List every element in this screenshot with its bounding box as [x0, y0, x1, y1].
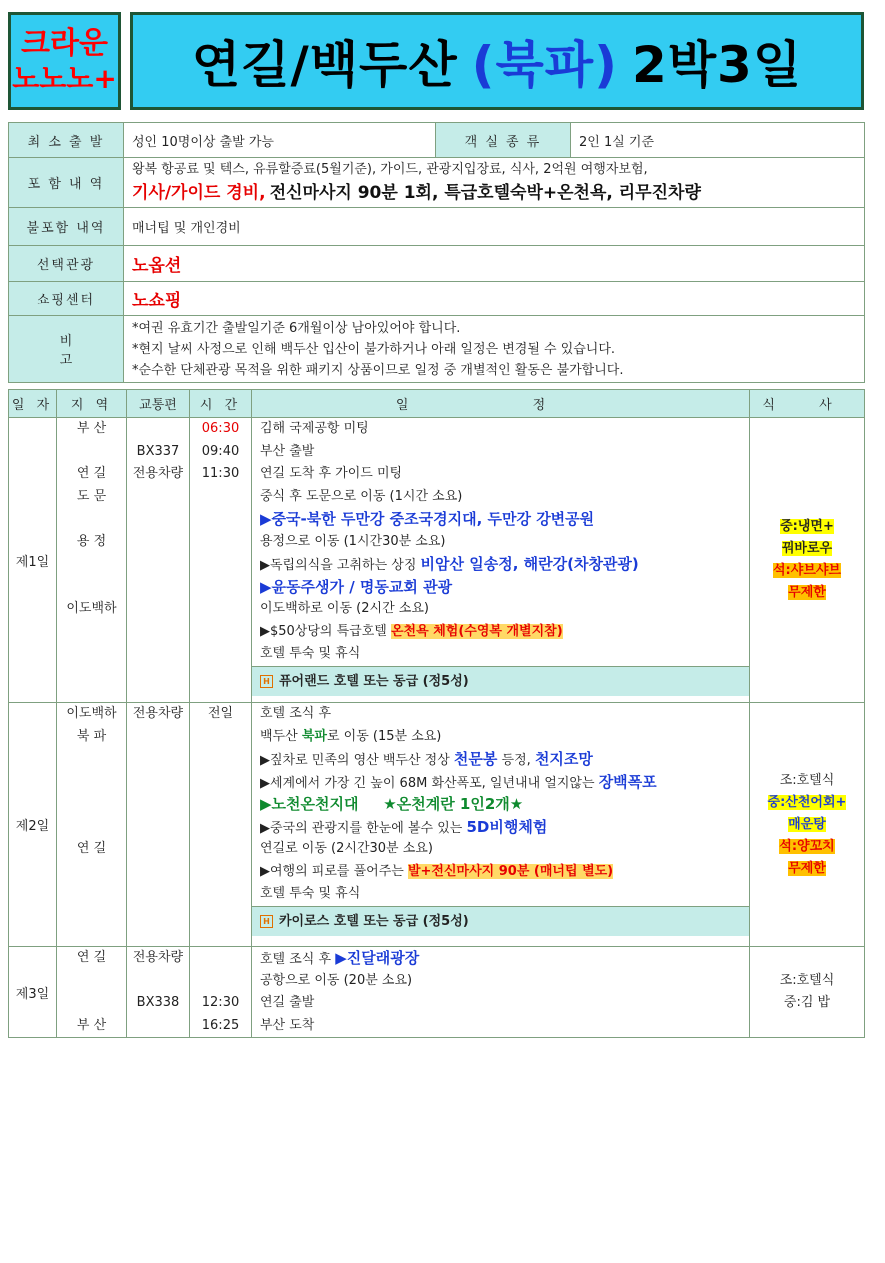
region	[57, 992, 126, 1015]
day2-meals	[750, 703, 865, 947]
hotel-name: 퓨어랜드 호텔 또는 동급 (정5성)	[279, 673, 469, 689]
plan-line: 부산 출발	[260, 443, 315, 459]
plan-highlight: ▶진달래광장	[335, 949, 420, 967]
plan-line: 연길 출발	[260, 995, 315, 1010]
included-driver-guide-fee: 기사/가이드 경비,	[132, 182, 266, 203]
plan-line: 이도백하로 이동 (2시간 소요)	[260, 601, 429, 616]
plan-line	[252, 861, 749, 884]
region	[57, 576, 126, 599]
day3-plan	[252, 947, 750, 1038]
day2-transport	[127, 703, 190, 947]
title-main: 연길/백두산	[191, 36, 458, 94]
region: 용 정	[76, 533, 107, 549]
shopping-value: 노쇼핑	[124, 282, 865, 316]
hotel-icon: H	[260, 675, 273, 688]
plan-line: 호텔 투숙 및 휴식	[260, 886, 361, 901]
transport: 전용차량	[132, 706, 184, 721]
day1-plan	[252, 418, 750, 703]
plan-line	[252, 947, 749, 970]
day2-times	[190, 703, 252, 947]
plan-text: 백두산	[260, 728, 298, 744]
plan-line-highlight: ▶윤동주생가 / 명동교회 관광	[260, 577, 453, 596]
region	[57, 553, 126, 576]
plan-highlight: 비암산 일송정, 해란강(차창관광)	[420, 555, 639, 573]
plan-highlight: 장백폭포	[598, 772, 657, 791]
plan-line	[252, 816, 749, 839]
plan-highlight: 5D비행체험	[466, 817, 548, 836]
plan-text: 등정,	[501, 753, 531, 768]
day3-meals	[750, 947, 865, 1038]
meal: 중:산천어회+	[767, 794, 847, 810]
plan-line: 김해 국제공항 미팅	[260, 421, 369, 436]
remark-3: *순수한 단체관광 목적을 위한 패키지 상품이므로 일정 중 개별적인 활동은 불가합니다.	[132, 362, 624, 378]
meal: 조:호텔식	[779, 973, 835, 988]
col-region-header: 지 역	[57, 390, 127, 418]
plan-text: ▶여행의 피로를 풀어주는	[260, 863, 404, 879]
meal: 석:샤브샤브	[773, 563, 841, 578]
region: 연 길	[76, 841, 107, 856]
day3-regions	[57, 947, 127, 1038]
plan-text: ▶중국의 관광지를 한눈에 볼수 있는	[260, 820, 463, 836]
region	[57, 508, 126, 531]
plan-line	[252, 553, 749, 576]
included-line1: 왕복 항공료 및 텍스, 유류할증료(5월기준), 가이드, 관광지입장료, 식사, 2억원 여행자보험,	[132, 161, 648, 177]
plan-line: 연길 도착 후 가이드 미팅	[260, 466, 403, 481]
meal: 중:냉면+	[780, 519, 834, 534]
excluded-value: 매너팁 및 개인경비	[124, 208, 865, 246]
included-extras: 전신마사지 90분 1회, 특급호텔숙박+온천욕, 리무진차량	[269, 182, 701, 203]
region	[57, 771, 126, 794]
included-line2	[132, 181, 856, 207]
plan-highlight: 발+전신마사지 90분 (매너팁 별도)	[407, 863, 614, 879]
region: 부 산	[76, 421, 107, 436]
plan-text: 로 이동 (15분 소요)	[326, 728, 442, 744]
meal: 석:양꼬치	[779, 838, 835, 854]
plan-line	[252, 793, 749, 816]
plan-line	[252, 621, 749, 644]
time: 09:40	[201, 443, 240, 459]
time: 12:30	[201, 995, 240, 1010]
day2-plan	[252, 703, 750, 947]
plan-line: 용정으로 이동 (1시간30분 소요)	[260, 533, 446, 549]
min-departure-value: 성인 10명이상 출발 가능	[124, 123, 436, 158]
remark-1: *여권 유효기간 출발일기준 6개월이상 남아있어야 합니다.	[132, 320, 461, 336]
day2-label: 제2일	[9, 703, 57, 947]
plan-line: 호텔 투숙 및 휴식	[260, 646, 361, 661]
remarks-value	[124, 316, 865, 383]
plan-text: ▶$50상당의 특급호텔	[260, 623, 387, 639]
meal: 꿔바로우	[781, 541, 833, 556]
plan-line: 호텔 조식 후	[260, 706, 332, 721]
plan-highlight: ★온천계란 1인2개★	[383, 795, 524, 813]
excluded-label: 불포함 내역	[9, 208, 124, 246]
transport: BX338	[136, 995, 180, 1010]
region: 북 파	[76, 728, 107, 744]
plan-line-highlight: ▶중국-북한 두만강 중조국경지대, 두만강 강변공원	[260, 510, 595, 528]
region: 부 산	[76, 1017, 107, 1033]
min-departure-label: 최 소 출 발	[9, 123, 124, 158]
time	[190, 970, 251, 993]
time: 16:25	[201, 1017, 240, 1033]
plan-highlight: 천지조망	[534, 750, 593, 768]
plan-text: ▶짚차로 민족의 영산 백두산 정상	[260, 753, 450, 768]
col-plan-header: 일 정	[252, 390, 750, 418]
meal: 중:김 밥	[783, 995, 831, 1010]
day1-meals	[750, 418, 865, 703]
day1-label: 제1일	[9, 418, 57, 703]
meal: 무제한	[788, 585, 826, 600]
itinerary-table	[8, 389, 865, 1038]
transport	[127, 970, 189, 993]
plan-line: 공항으로 이동 (20분 소요)	[260, 972, 413, 988]
transport: 전용차량	[132, 466, 184, 481]
day3-times	[190, 947, 252, 1038]
plan-highlight: 북파	[301, 728, 327, 744]
region	[57, 970, 126, 993]
transport	[127, 418, 189, 441]
meal: 조:호텔식	[779, 772, 835, 788]
remark-2: *현지 날씨 사정으로 인해 백두산 입산이 불가하거나 아래 일정은 변경될 수 있습니다.	[132, 341, 616, 357]
col-time-header: 시 간	[190, 390, 252, 418]
day2-regions	[57, 703, 127, 947]
col-meal-header: 식 사	[750, 390, 865, 418]
region: 연 길	[76, 950, 107, 965]
day1-regions	[57, 418, 127, 703]
plan-line: 부산 도착	[260, 1017, 315, 1033]
day1-hotel	[252, 666, 749, 696]
region: 이도백하	[66, 601, 117, 616]
region: 연 길	[76, 466, 107, 481]
region	[57, 793, 126, 816]
page-title	[130, 12, 864, 110]
brand-logo	[8, 12, 121, 110]
meal: 매운탕	[788, 816, 826, 832]
included-value	[124, 158, 865, 208]
day3-transport	[127, 947, 190, 1038]
col-day-header: 일 자	[9, 390, 57, 418]
plan-line	[252, 726, 749, 749]
meal: 무제한	[788, 860, 826, 876]
hotel-name: 카이로스 호텔 또는 동급 (정5성)	[279, 913, 469, 929]
day1-times	[190, 418, 252, 703]
day1-transport	[127, 418, 190, 703]
day1-row	[9, 418, 865, 703]
plan-highlight: 천문봉	[453, 750, 498, 768]
region	[57, 816, 126, 839]
time: 전일	[207, 706, 234, 721]
time: 11:30	[201, 466, 240, 481]
plan-text: 호텔 조식 후	[260, 952, 332, 967]
logo-line1: 크라운	[21, 26, 108, 61]
remarks-label: 비 고	[9, 316, 124, 383]
plan-line: 중식 후 도문으로 이동 (1시간 소요)	[260, 488, 463, 504]
time: 06:30	[201, 421, 240, 436]
plan-highlight: 온천욕 체험(수영복 개별지참)	[391, 623, 563, 639]
plan-line	[252, 748, 749, 771]
transport: 전용차량	[132, 950, 184, 965]
col-transport-header: 교통편	[127, 390, 190, 418]
region: 도 문	[76, 488, 107, 504]
time	[190, 947, 251, 970]
plan-text: ▶세계에서 가장 긴 높이 68M 화산폭포, 일년내내 얼지않는	[260, 775, 595, 791]
plan-highlight: ▶노천온천지대	[260, 795, 359, 813]
title-accent: (북파)	[471, 36, 618, 94]
included-label: 포 함 내 역	[9, 158, 124, 208]
day2-hotel	[252, 906, 749, 936]
plan-text: ▶독립의식을 고취하는 상징	[260, 558, 417, 573]
day3-row	[9, 947, 865, 1038]
plan-line: 연길로 이동 (2시간30분 소요)	[260, 841, 433, 856]
option-tour-value: 노옵션	[124, 246, 865, 282]
region	[57, 441, 126, 464]
tour-info-table	[8, 122, 865, 383]
option-tour-label: 선택관광	[9, 246, 124, 282]
logo-line2: 노노노+	[12, 62, 117, 95]
title-days: 2박3일	[631, 36, 803, 94]
region	[57, 748, 126, 771]
room-type-value: 2인 1실 기준	[571, 123, 865, 158]
transport: BX337	[136, 443, 180, 459]
room-type-label: 객 실 종 류	[436, 123, 571, 158]
day3-label: 제3일	[9, 947, 57, 1038]
day2-row	[9, 703, 865, 947]
hotel-icon: H	[260, 915, 273, 928]
shopping-label: 쇼핑센터	[9, 282, 124, 316]
plan-line	[252, 771, 749, 794]
region: 이도백하	[66, 706, 117, 721]
